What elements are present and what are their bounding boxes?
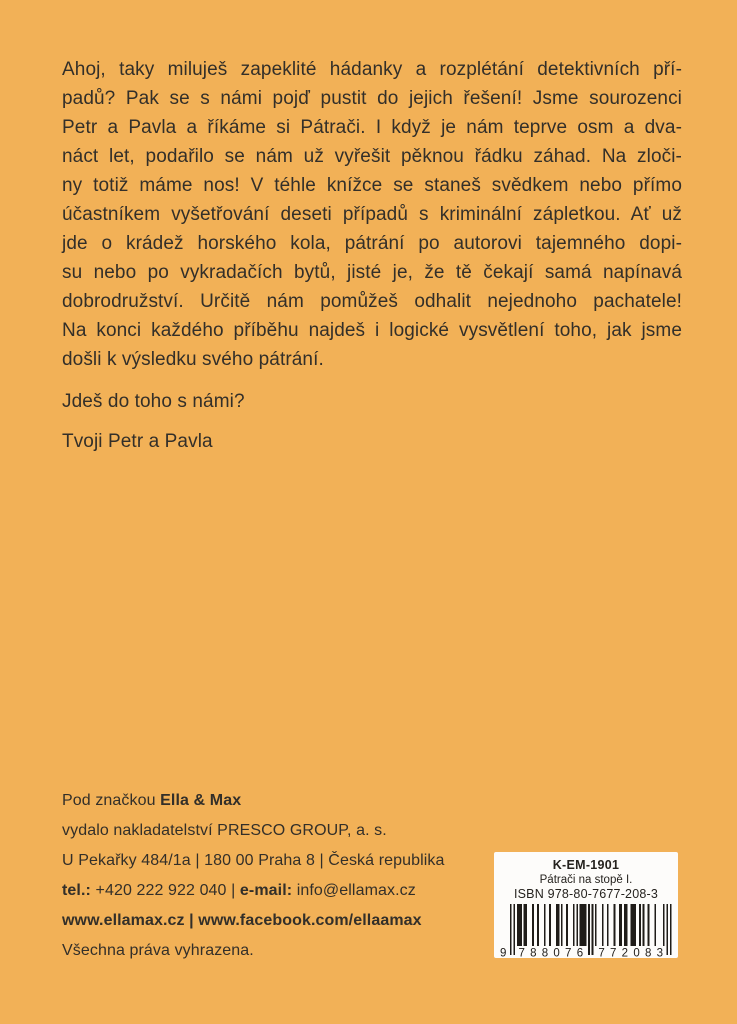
- imprint-web-line: www.ellamax.cz | www.facebook.com/ellaamax: [62, 912, 422, 929]
- blurb-line: padů? Pak se s námi pojď pustit do jejich řešení! Jsme sourozenci: [62, 88, 682, 109]
- svg-text:772083: 772083: [598, 947, 663, 958]
- blurb-line: účastníkem vyšetřování deseti případů s kriminální zápletkou. Ať už: [62, 204, 682, 225]
- brand-name: Ella & Max: [160, 792, 242, 809]
- blurb-line: su nebo po vykradačích bytů, jisté je, že tě čekají samá napínavá: [62, 262, 682, 283]
- svg-text:9: 9: [500, 947, 507, 958]
- blurb-question: Jdeš do toho s námi?: [62, 391, 245, 412]
- barcode-box: [494, 852, 678, 958]
- blurb-line: náct let, podařilo se nám už vyřešit pěknou řádku záhad. Na zloči-: [62, 146, 682, 167]
- blurb-line: ny totiž máme nos! V téhle knížce se staneš svědkem nebo přímo: [62, 175, 682, 196]
- email-value: info@ellamax.cz: [292, 882, 416, 899]
- blurb-line: jde o krádež horského kola, pátrání po autorovi tajemného dopi-: [62, 233, 682, 254]
- tel-label: tel.:: [62, 882, 91, 899]
- imprint-rights-line: Všechna práva vyhrazena.: [62, 942, 254, 959]
- imprint-publisher-line: vydalo nakladatelství PRESCO GROUP, a. s.: [62, 822, 387, 839]
- imprint-address-line: U Pekařky 484/1a | 180 00 Praha 8 | Česká republika: [62, 852, 445, 869]
- ean13-barcode: [499, 904, 673, 958]
- blurb-line: došli k výsledku svého pátrání.: [62, 349, 324, 370]
- brand-prefix: Pod značkou: [62, 792, 161, 809]
- barcode-product-code: K-EM-1901: [552, 858, 620, 872]
- blurb-line: Petr a Pavla a říkáme si Pátrači. I když je nám teprve osm a dva-: [62, 117, 682, 138]
- blurb-paragraph: [62, 55, 682, 456]
- blurb-line: Ahoj, taky miluješ zapeklité hádanky a rozplétání detektivních pří-: [62, 59, 682, 80]
- blurb-signature: Tvoji Petr a Pavla: [62, 431, 213, 452]
- imprint-contact-line: [62, 876, 492, 906]
- imprint-block: [62, 786, 492, 966]
- blurb-line: dobrodružství. Určitě nám pomůžeš odhalit nejednoho pachatele!: [62, 291, 682, 312]
- tel-value: +420 222 922 040 |: [90, 882, 240, 899]
- barcode-book-title: Pátrači na stopě I.: [539, 874, 633, 886]
- imprint-brand-line: [62, 786, 492, 816]
- barcode-isbn: ISBN 978-80-7677-208-3: [513, 887, 659, 901]
- blurb-line: Na konci každého příběhu najdeš i logické vysvětlení toho, jak jsme: [62, 320, 682, 341]
- email-label: e-mail:: [239, 882, 293, 899]
- svg-text:788076: 788076: [518, 947, 584, 958]
